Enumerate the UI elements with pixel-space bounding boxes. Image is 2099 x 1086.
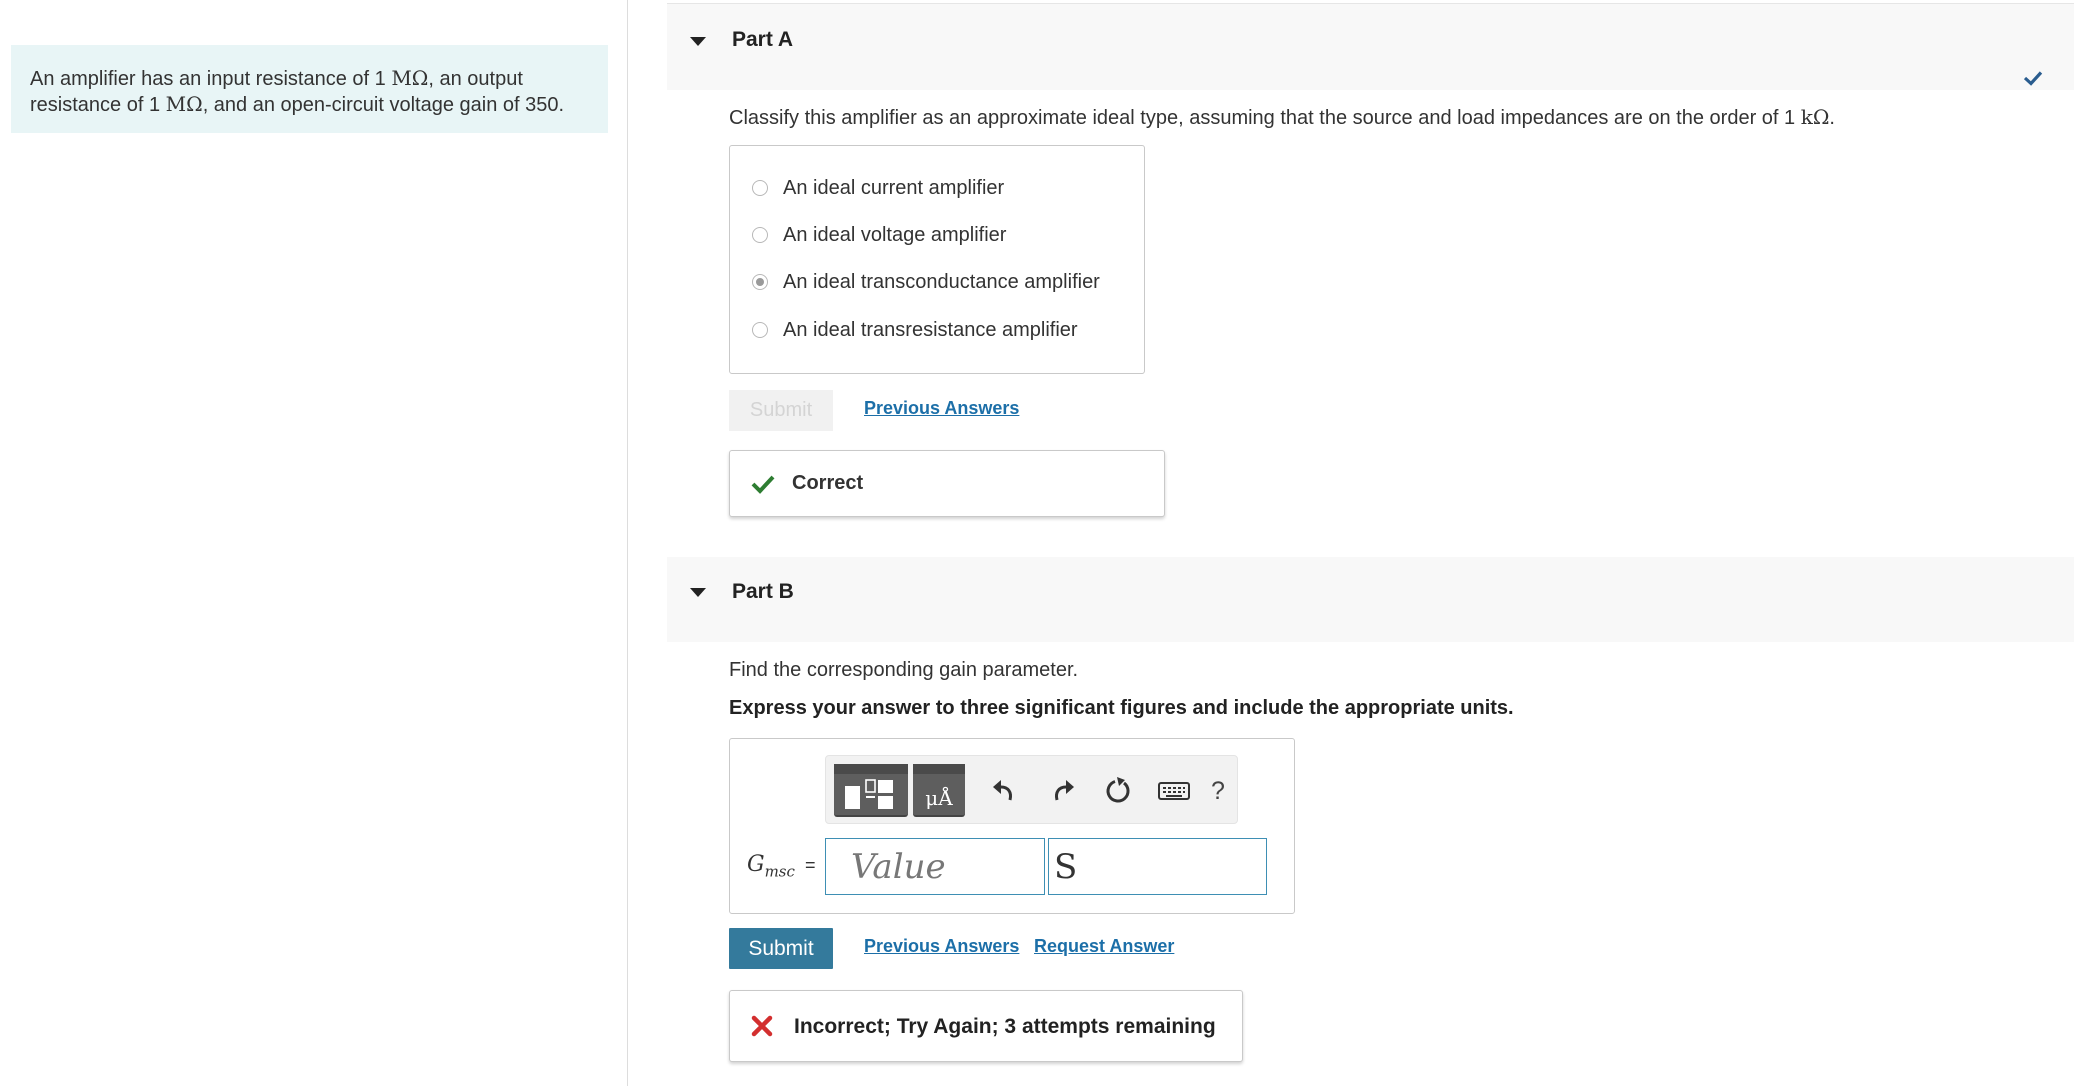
part-b-header[interactable] [667, 557, 2074, 642]
problem-unit-output-resistance: MΩ [165, 92, 203, 116]
templates-button[interactable] [834, 764, 908, 817]
part-b-feedback-text: Incorrect; Try Again; 3 attempts remaining [794, 1015, 1216, 1038]
part-a-question: Classify this amplifier as an approximate ideal type, assuming that the source and load impedances are on the order of 1 kΩ. [729, 105, 1835, 129]
answer-box [729, 738, 1295, 914]
units-input[interactable] [1048, 838, 1267, 895]
part-a-feedback [729, 450, 1165, 517]
problem-unit-input-resistance: MΩ [391, 66, 429, 90]
part-b-question: Find the corresponding gain parameter. [729, 659, 1079, 681]
part-a-title: Part A [732, 28, 794, 51]
reset-icon [1103, 776, 1133, 806]
option-transconductance-amplifier[interactable]: An ideal transconductance amplifier [752, 267, 1100, 297]
part-b-instruction: Express your answer to three significant figures and include the appropriate units. [729, 697, 1514, 719]
radio-button[interactable] [752, 322, 768, 338]
collapse-caret-icon[interactable] [690, 588, 706, 597]
radio-button[interactable] [752, 180, 768, 196]
units-glyph: μÅ [925, 786, 953, 810]
incorrect-x-icon [751, 1015, 773, 1037]
radio-button[interactable] [752, 227, 768, 243]
part-b-submit-button[interactable]: Submit [729, 928, 833, 969]
value-input[interactable] [825, 838, 1045, 895]
part-a-options [729, 145, 1145, 374]
templates-icon [834, 764, 908, 815]
undo-button[interactable] [987, 774, 1021, 808]
left-panel [0, 0, 628, 1086]
answer-variable-label: $G_{msc}$ = [747, 852, 816, 881]
undo-icon [990, 778, 1018, 804]
part-b-previous-answers-link[interactable]: Previous Answers [864, 936, 1020, 956]
correct-check-icon [751, 474, 775, 494]
help-button[interactable]: ? [1211, 776, 1225, 805]
radio-button-selected[interactable] [752, 274, 768, 290]
part-b-feedback [729, 990, 1243, 1062]
keyboard-icon [1158, 780, 1190, 802]
collapse-caret-icon[interactable] [690, 37, 706, 46]
units-button[interactable] [913, 764, 965, 817]
problem-text: An amplifier has an input resistance of 1 MΩ, an output resistance of 1 MΩ, and an open-circuit voltage gain of 350. [30, 66, 565, 116]
keyboard-button[interactable] [1157, 774, 1191, 808]
option-transresistance-amplifier[interactable]: An ideal transresistance amplifier [752, 315, 1078, 345]
request-answer-link[interactable]: Request Answer [1034, 936, 1175, 956]
part-a-complete-check-icon [2023, 70, 2043, 86]
part-a-submit-button: Submit [729, 390, 833, 431]
math-toolbar [825, 755, 1238, 824]
part-a-question-unit: kΩ [1800, 105, 1830, 129]
part-a-previous-answers-link[interactable]: Previous Answers [864, 398, 1020, 418]
redo-icon [1049, 778, 1077, 804]
reset-button[interactable] [1101, 774, 1135, 808]
part-b-title: Part B [732, 580, 794, 603]
redo-button[interactable] [1046, 774, 1080, 808]
problem-statement [11, 45, 608, 133]
option-voltage-amplifier[interactable]: An ideal voltage amplifier [752, 220, 1006, 250]
part-a-feedback-text: Correct [792, 472, 864, 494]
option-current-amplifier[interactable]: An ideal current amplifier [752, 173, 1004, 203]
part-a-header[interactable] [667, 3, 2074, 90]
